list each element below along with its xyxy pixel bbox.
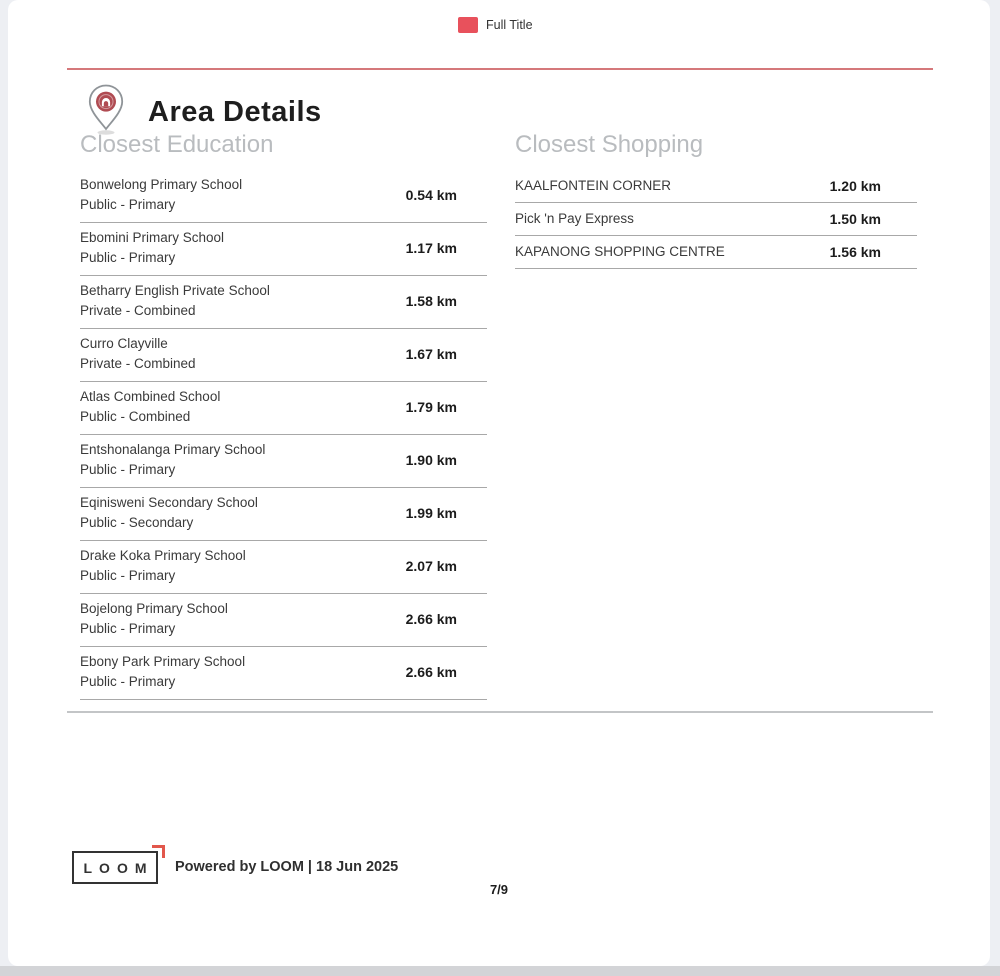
education-row — [80, 223, 487, 276]
school-info — [80, 175, 242, 215]
education-row — [80, 329, 487, 382]
section-divider — [67, 711, 933, 713]
school-type: Public - Secondary — [80, 515, 194, 530]
school-distance: 2.07 km — [405, 558, 457, 574]
shop-distance: 1.20 km — [829, 177, 881, 194]
school-name: Bojelong Primary School — [80, 601, 228, 616]
school-distance: 2.66 km — [405, 611, 457, 627]
school-info — [80, 493, 258, 533]
school-type: Public - Primary — [80, 250, 176, 265]
school-info — [80, 599, 228, 639]
education-row — [80, 594, 487, 647]
school-name: Atlas Combined School — [80, 389, 221, 404]
loom-logo — [72, 851, 158, 884]
education-section — [80, 131, 487, 700]
logo-text: LOOM — [83, 859, 154, 876]
shop-name: KAPANONG SHOPPING CENTRE — [515, 244, 725, 259]
school-type: Public - Combined — [80, 409, 191, 424]
shopping-row — [515, 203, 917, 236]
school-info — [80, 652, 245, 692]
school-info — [80, 546, 246, 586]
school-name: Eqinisweni Secondary School — [80, 495, 258, 510]
school-name: Ebony Park Primary School — [80, 654, 246, 669]
school-info — [80, 387, 220, 427]
school-distance: 1.90 km — [405, 452, 457, 468]
school-info — [80, 334, 196, 374]
school-type: Public - Primary — [80, 621, 176, 636]
education-heading: Closest Education — [80, 131, 274, 158]
school-distance: 2.66 km — [405, 664, 457, 680]
education-row — [80, 435, 487, 488]
legend-label: Full Title — [486, 18, 533, 32]
school-info — [80, 281, 270, 321]
education-row — [80, 276, 487, 329]
school-distance: 1.79 km — [405, 399, 457, 415]
bottom-band — [0, 966, 1000, 976]
school-info — [80, 228, 224, 268]
education-row — [80, 382, 487, 435]
legend-swatch-icon — [458, 17, 478, 33]
page-title: Area Details — [148, 96, 322, 128]
school-type: Public - Primary — [80, 674, 176, 689]
school-type: Private - Combined — [80, 356, 196, 371]
shopping-heading: Closest Shopping — [515, 131, 704, 158]
education-list — [80, 170, 487, 700]
school-distance: 1.58 km — [405, 293, 457, 309]
education-row — [80, 541, 487, 594]
logo-corner-icon — [152, 845, 165, 858]
school-distance: 1.99 km — [405, 505, 457, 521]
school-type: Public - Primary — [80, 568, 176, 583]
school-distance: 0.54 km — [405, 187, 457, 203]
school-distance: 1.67 km — [405, 346, 457, 362]
school-type: Public - Primary — [80, 197, 176, 212]
page-indicator: 7/9 — [489, 882, 509, 897]
shop-distance: 1.50 km — [829, 210, 881, 227]
header-rule — [67, 68, 933, 70]
shop-name: Pick 'n Pay Express — [515, 211, 634, 226]
education-row — [80, 170, 487, 223]
school-type: Private - Combined — [80, 303, 196, 318]
shop-name: KAALFONTEIN CORNER — [515, 178, 672, 193]
school-info — [80, 440, 265, 480]
school-name: Drake Koka Primary School — [80, 548, 246, 563]
shopping-list — [515, 170, 917, 269]
school-type: Public - Primary — [80, 462, 176, 477]
shopping-row — [515, 170, 917, 203]
shopping-row — [515, 236, 917, 269]
school-name: Betharry English Private School — [80, 283, 270, 298]
education-row — [80, 488, 487, 541]
school-distance: 1.17 km — [405, 240, 457, 256]
shop-distance: 1.56 km — [829, 243, 881, 260]
shopping-section — [515, 131, 917, 269]
legend — [458, 17, 533, 33]
school-name: Entshonalanga Primary School — [80, 442, 266, 457]
school-name: Curro Clayville — [80, 336, 168, 351]
document-page — [8, 0, 990, 966]
education-row — [80, 647, 487, 700]
school-name: Bonwelong Primary School — [80, 177, 243, 192]
school-name: Ebomini Primary School — [80, 230, 225, 245]
powered-by-text: Powered by LOOM | 18 Jun 2025 — [175, 859, 399, 875]
